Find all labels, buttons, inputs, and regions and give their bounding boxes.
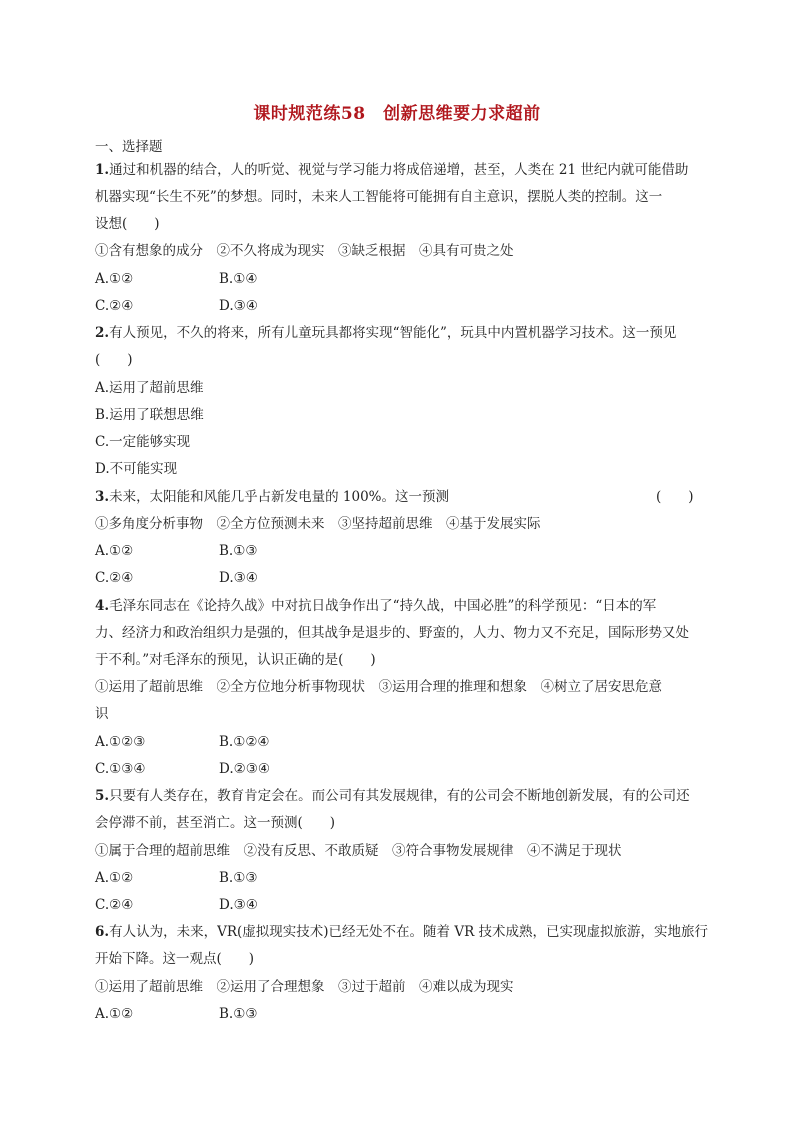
q4-text-1: 毛泽东同志在《论持久战》中对抗日战争作出了“持久战，中国必胜”的科学预见：“日本的军 — [109, 598, 657, 614]
q3-answer-bracket: ( ) — [656, 489, 694, 505]
q2-line1 — [95, 324, 676, 342]
q4-line3: 于不利。”对毛泽东的预见，认识正确的是( ) — [95, 652, 376, 668]
q1-number: 1. — [95, 162, 110, 178]
q3-line1 — [95, 488, 449, 506]
q5-line1 — [95, 787, 690, 805]
q1-option-b[interactable]: B.①④ — [219, 271, 258, 287]
q6-option-a[interactable]: A.①② — [95, 1006, 134, 1022]
q2-number: 2. — [95, 325, 110, 341]
q4-line2: 力、经济力和政治组织力是强的，但其战争是退步的、野蛮的，人力、物力又不充足，国际形势又处 — [95, 625, 689, 641]
q1-option-a[interactable]: A.①② — [95, 271, 134, 287]
q6-text-1: 有人认为，未来，VR(虚拟现实技术)已经无处不在。随着 VR 技术成熟，已实现虚拟旅游，实地旅行 — [109, 924, 709, 940]
q3-option-c[interactable]: C.②④ — [95, 570, 134, 586]
q1-option-c[interactable]: C.②④ — [95, 298, 134, 314]
q2-option-a[interactable]: A.运用了超前思维 — [95, 380, 204, 396]
q5-line2: 会停滞不前，甚至消亡。这一预测( ) — [95, 815, 336, 831]
q3-option-a[interactable]: A.①② — [95, 543, 134, 559]
q5-number: 5. — [95, 788, 110, 804]
q3-option-d[interactable]: D.③④ — [219, 570, 258, 586]
q1-line3: 设想( ) — [95, 216, 160, 232]
q4-option-b[interactable]: B.①②④ — [219, 734, 270, 750]
q1-option-d[interactable]: D.③④ — [219, 298, 258, 314]
q2-text-1: 有人预见，不久的将来，所有儿童玩具都将实现“智能化”，玩具中内置机器学习技术。这一预见 — [109, 325, 677, 341]
q1-items: ①含有想象的成分 ②不久将成为现实 ③缺乏根据 ④具有可贵之处 — [95, 243, 514, 259]
q4-option-a[interactable]: A.①②③ — [95, 734, 146, 750]
q3-option-b[interactable]: B.①③ — [219, 543, 258, 559]
page-title: 课时规范练58 创新思维要力求超前 — [253, 104, 541, 124]
q5-option-b[interactable]: B.①③ — [219, 870, 258, 886]
q4-line1 — [95, 597, 656, 615]
q4-items-2: 识 — [95, 706, 109, 722]
q4-items-1: ①运用了超前思维 ②全方位地分析事物现状 ③运用合理的推理和想象 ④树立了居安思危意 — [95, 679, 662, 695]
q1-text-1: 通过和机器的结合，人的听觉、视觉与学习能力将成倍递增，甚至，人类在 21 世纪内就可能借助 — [109, 162, 689, 178]
q3-items: ①多角度分析事物 ②全方位预测未来 ③坚持超前思维 ④基于发展实际 — [95, 516, 541, 532]
q2-option-c[interactable]: C.一定能够实现 — [95, 434, 191, 450]
q5-option-a[interactable]: A.①② — [95, 870, 134, 886]
q6-items: ①运用了超前思维 ②运用了合理想象 ③过于超前 ④难以成为现实 — [95, 979, 514, 995]
q1-line2: 机器实现“长生不死”的梦想。同时，未来人工智能将可能拥有自主意识，摆脱人类的控制。这一 — [95, 189, 663, 205]
q1-line1 — [95, 161, 688, 179]
q5-items: ①属于合理的超前思维 ②没有反思、不敢质疑 ③符合事物发展规律 ④不满足于现状 — [95, 843, 622, 859]
q3-number: 3. — [95, 489, 110, 505]
q2-option-b[interactable]: B.运用了联想思维 — [95, 407, 204, 423]
q4-number: 4. — [95, 598, 110, 614]
q6-line1 — [95, 923, 708, 941]
q3-text-1: 未来，太阳能和风能几乎占新发电量的 100%。这一预测 — [109, 489, 449, 505]
q5-text-1: 只要有人类存在，教育肯定会在。而公司有其发展规律，有的公司会不断地创新发展，有的公司还 — [109, 788, 690, 804]
q4-option-c[interactable]: C.①③④ — [95, 761, 146, 777]
q6-number: 6. — [95, 924, 110, 940]
q5-option-c[interactable]: C.②④ — [95, 897, 134, 913]
section-heading: 一、选择题 — [95, 139, 163, 155]
q4-option-d[interactable]: D.②③④ — [219, 761, 270, 777]
q2-line2: ( ) — [95, 352, 133, 368]
q5-option-d[interactable]: D.③④ — [219, 897, 258, 913]
q6-option-b[interactable]: B.①③ — [219, 1006, 258, 1022]
q2-option-d[interactable]: D.不可能实现 — [95, 461, 178, 477]
q6-line2: 开始下降。这一观点( ) — [95, 951, 255, 967]
